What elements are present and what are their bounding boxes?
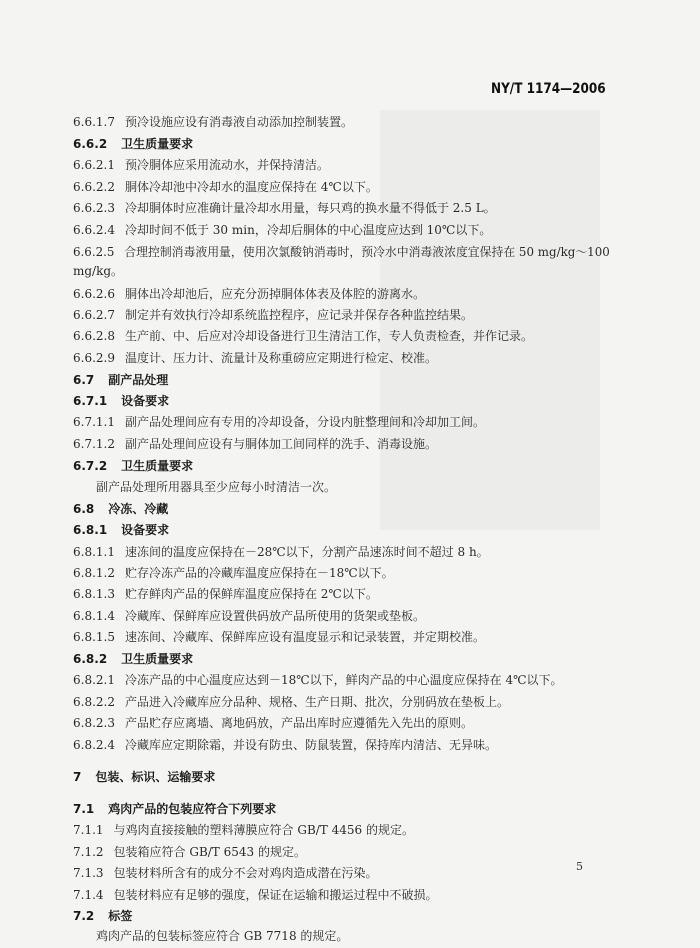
heading-6-8-1: 6.8.1 设备要求 [73,523,170,537]
clause-6-8-1-2: 6.8.1.2 贮存冷冻产品的冷藏库温度应保持在－18℃以下。 [73,566,394,580]
clause-6-7-1-2: 6.7.1.2 副产品处理间应设有与胴体加工间同样的洗手、消毒设施。 [73,437,437,451]
clause-6-8-2-3: 6.8.2.3 产品贮存应离墙、离地码放，产品出库时应遵循先入先出的原则。 [73,716,473,730]
paragraph-7-2: 鸡肉产品的包装标签应符合 GB 7718 的规定。 [96,929,349,943]
heading-6-6-2: 6.6.2 卫生质量要求 [73,137,194,151]
standard-code-header: NY/T 1174—2006 [491,81,606,97]
clause-6-6-2-3: 6.6.2.3 冷却胴体时应准确计量冷却水用量，每只鸡的换水量不得低于 2.5 L。 [73,201,496,215]
clause-6-8-1-4: 6.8.1.4 冷藏库、保鲜库应设置供码放产品所使用的货架或垫板。 [73,609,425,623]
clause-6-6-2-6: 6.6.2.6 胴体出冷却池后，应充分沥掉胴体体表及体腔的游离水。 [73,287,425,301]
clause-6-6-2-4: 6.6.2.4 冷却时间不低于 30 min，冷却后胴体的中心温度应达到 10℃以下。 [73,223,492,237]
clause-6-8-2-1: 6.8.2.1 冷冻产品的中心温度应达到－18℃以下，鲜肉产品的中心温度应保持在 4℃以下。 [73,673,563,687]
clause-6-8-1-1: 6.8.1.1 速冻间的温度应保持在－28℃以下，分割产品速冻时间不超过 8 h。 [73,545,489,559]
clause-6-8-2-2: 6.8.2.2 产品进入冷藏库应分品种、规格、生产日期、批次，分别码放在垫板上。 [73,695,509,709]
clause-6-7-1-1: 6.7.1.1 副产品处理间应有专用的冷却设备，分设内脏整理间和冷却加工间。 [73,415,485,429]
heading-7-2: 7.2 标签 [73,909,133,923]
clause-6-6-2-9: 6.6.2.9 温度计、压力计、流量计及称重磅应定期进行检定、校准。 [73,351,437,365]
clause-7-1-2: 7.1.2 包装箱应符合 GB/T 6543 的规定。 [73,845,306,859]
clause-6-8-2-4: 6.8.2.4 冷藏库应定期除霜，并设有防虫、防鼠装置，保持库内清洁、无异味。 [73,738,497,752]
heading-6-8-2: 6.8.2 卫生质量要求 [73,652,194,666]
heading-7: 7 包装、标识、运输要求 [73,770,216,784]
heading-6-8: 6.8 冷冻、冷藏 [73,502,169,516]
clause-6-8-1-3: 6.8.1.3 贮存鲜肉产品的保鲜库温度应保持在 2℃以下。 [73,587,378,601]
clause-6-6-2-5-continued: mg/kg。 [73,264,124,278]
clause-7-1-4: 7.1.4 包装材料应有足够的强度，保证在运输和搬运过程中不破损。 [73,888,438,902]
clause-6-6-2-5: 6.6.2.5 合理控制消毒液用量，使用次氯酸钠消毒时，预冷水中消毒液浓度宜保持在 50 mg/kg～100 [73,245,610,259]
clause-6-6-2-7: 6.6.2.7 制定并有效执行冷却系统监控程序，应记录并保存各种监控结果。 [73,308,473,322]
clause-6-6-2-1: 6.6.2.1 预冷胴体应采用流动水，并保持清洁。 [73,158,329,172]
page-number: 5 [576,860,583,873]
heading-7-1: 7.1 鸡肉产品的包装应符合下列要求 [73,802,277,816]
clause-6-6-1-7: 6.6.1.7 预冷设施应设有消毒液自动添加控制装置。 [73,115,353,129]
heading-6-7: 6.7 副产品处理 [73,373,169,387]
clause-7-1-1: 7.1.1 与鸡肉直接接触的塑料薄膜应符合 GB/T 4456 的规定。 [73,823,414,837]
clause-7-1-3: 7.1.3 包装材料所含有的成分不会对鸡肉造成潜在污染。 [73,866,378,880]
clause-6-8-1-5: 6.8.1.5 速冻间、冷藏库、保鲜库应设有温度显示和记录装置，并定期校准。 [73,630,485,644]
heading-6-7-2: 6.7.2 卫生质量要求 [73,459,194,473]
clause-6-6-2-2: 6.6.2.2 胴体冷却池中冷却水的温度应保持在 4℃以下。 [73,180,378,194]
clause-6-6-2-8: 6.6.2.8 生产前、中、后应对冷却设备进行卫生清洁工作，专人负责检查，并作记录。 [73,329,533,343]
heading-6-7-1: 6.7.1 设备要求 [73,394,170,408]
paragraph-6-7-2: 副产品处理所用器具至少应每小时清洁一次。 [96,480,337,494]
